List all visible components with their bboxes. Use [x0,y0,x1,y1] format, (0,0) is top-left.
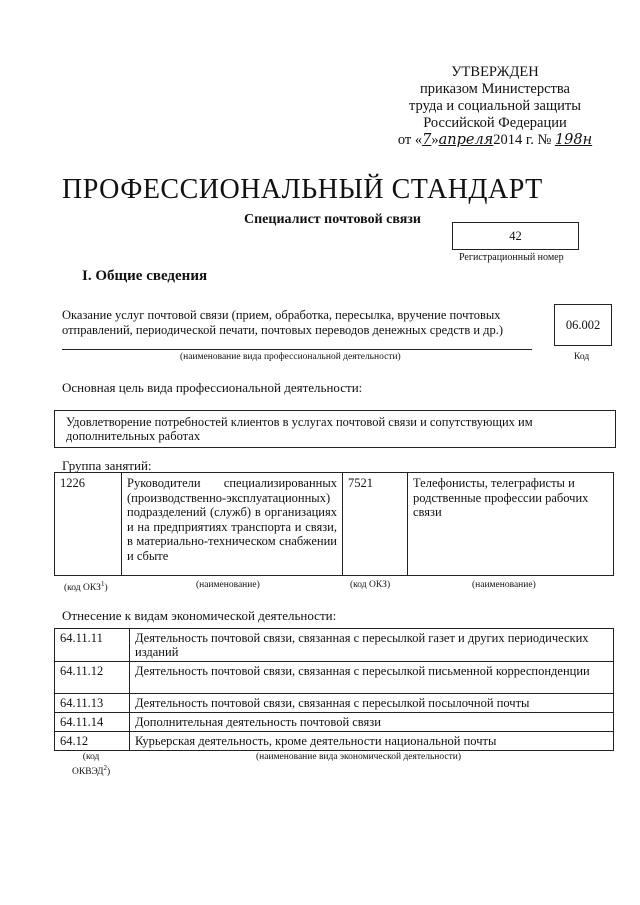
okved-code: 64.11.14 [55,713,130,732]
handwritten-order-number: 198н [554,132,593,148]
table-row [55,713,614,732]
activity-code-caption: Код [574,352,590,362]
approval-line-ministry: приказом Министерства [420,81,570,97]
handwritten-month: апреля [438,132,494,148]
okved-code: 64.12 [55,732,130,751]
economic-activity-label: Отнесение к видам экономической деятельности: [62,608,337,623]
okz-name-2: Телефонисты, телеграфисты и родственные профессии рабочих связи [408,473,614,576]
okved-name: Дополнительная деятельность почтовой связи [130,713,614,732]
activity-underline [62,349,532,350]
approval-line-federation: Российской Федерации [423,115,567,131]
okz-code-caption-2: (код ОКЗ) [350,580,391,590]
okved-name: Деятельность почтовой связи, связанная с пересылкой посылочной почты [130,694,614,713]
activity-code-box: 06.002 [554,304,612,346]
table-row [55,473,614,576]
okz-name-caption-1: (наименование) [196,580,260,590]
okz-name-caption-2: (наименование) [472,580,536,590]
table-row [55,662,614,694]
approval-date-line [370,132,620,149]
table-row [55,629,614,662]
registration-number-box: 42 [452,222,579,250]
table-row [55,732,614,751]
approval-line-labor: труда и социальной защиты [409,98,581,114]
page-title: ПРОФЕССИОНАЛЬНЫЙ СТАНДАРТ [62,174,543,205]
page-subtitle: Специалист почтовой связи [244,212,421,227]
okved-code: 64.11.12 [55,662,130,694]
section-heading: I. Общие сведения [82,268,208,284]
date-quote-close: » [431,132,439,148]
activity-name-caption: (наименование вида профессиональной деятельности) [180,352,401,362]
date-year-number-label: 2014 г. № [493,132,552,148]
main-goal-text: Удовлетворение потребностей клиентов в услугах почтовой связи и сопутствующих им дополнительных работах [66,415,533,443]
okved-code: 64.11.11 [55,629,130,662]
registration-number-label: Регистрационный номер [459,252,564,263]
okved-code-caption: (код ОКВЭД$^2$) [72,752,111,778]
okved-name-caption: (наименование вида экономической деятельности) [256,752,461,762]
approval-block [370,64,620,149]
economic-activity-table [54,628,614,751]
okz-code-2: 7521 [343,473,408,576]
okz-code-1: 1226 [55,473,122,576]
table-row [55,694,614,713]
okz-code-caption-1: (код ОКЗ$^1$) [64,580,108,594]
approval-heading: УТВЕРЖДЕН [451,64,539,80]
date-prefix: от « [397,132,423,148]
okved-name: Деятельность почтовой связи, связанная с пересылкой письменной корреспонденции [130,662,614,694]
okved-name: Деятельность почтовой связи, связанная с пересылкой газет и других периодических изданий [130,629,614,662]
occupation-group-label: Группа занятий: [62,458,152,473]
main-goal-label: Основная цель вида профессиональной деятельности: [62,380,363,395]
okz-name-1: Руководители специализированных (производственно-эксплуатационных) подразделений (служб) в организациях и на предприятиях транспорта и связи, в материально-техническом снабжении и сбыте [122,473,343,576]
activity-name: Оказание услуг почтовой связи (прием, обработка, пересылка, вручение почтовых отправлений, периодической печати, почтовых переводов денежных средств и др.) [62,308,504,337]
occupation-group-table [54,472,614,576]
handwritten-day: 7 [422,132,432,148]
okved-code: 64.11.13 [55,694,130,713]
okved-name: Курьерская деятельность, кроме деятельности национальной почты [130,732,614,751]
